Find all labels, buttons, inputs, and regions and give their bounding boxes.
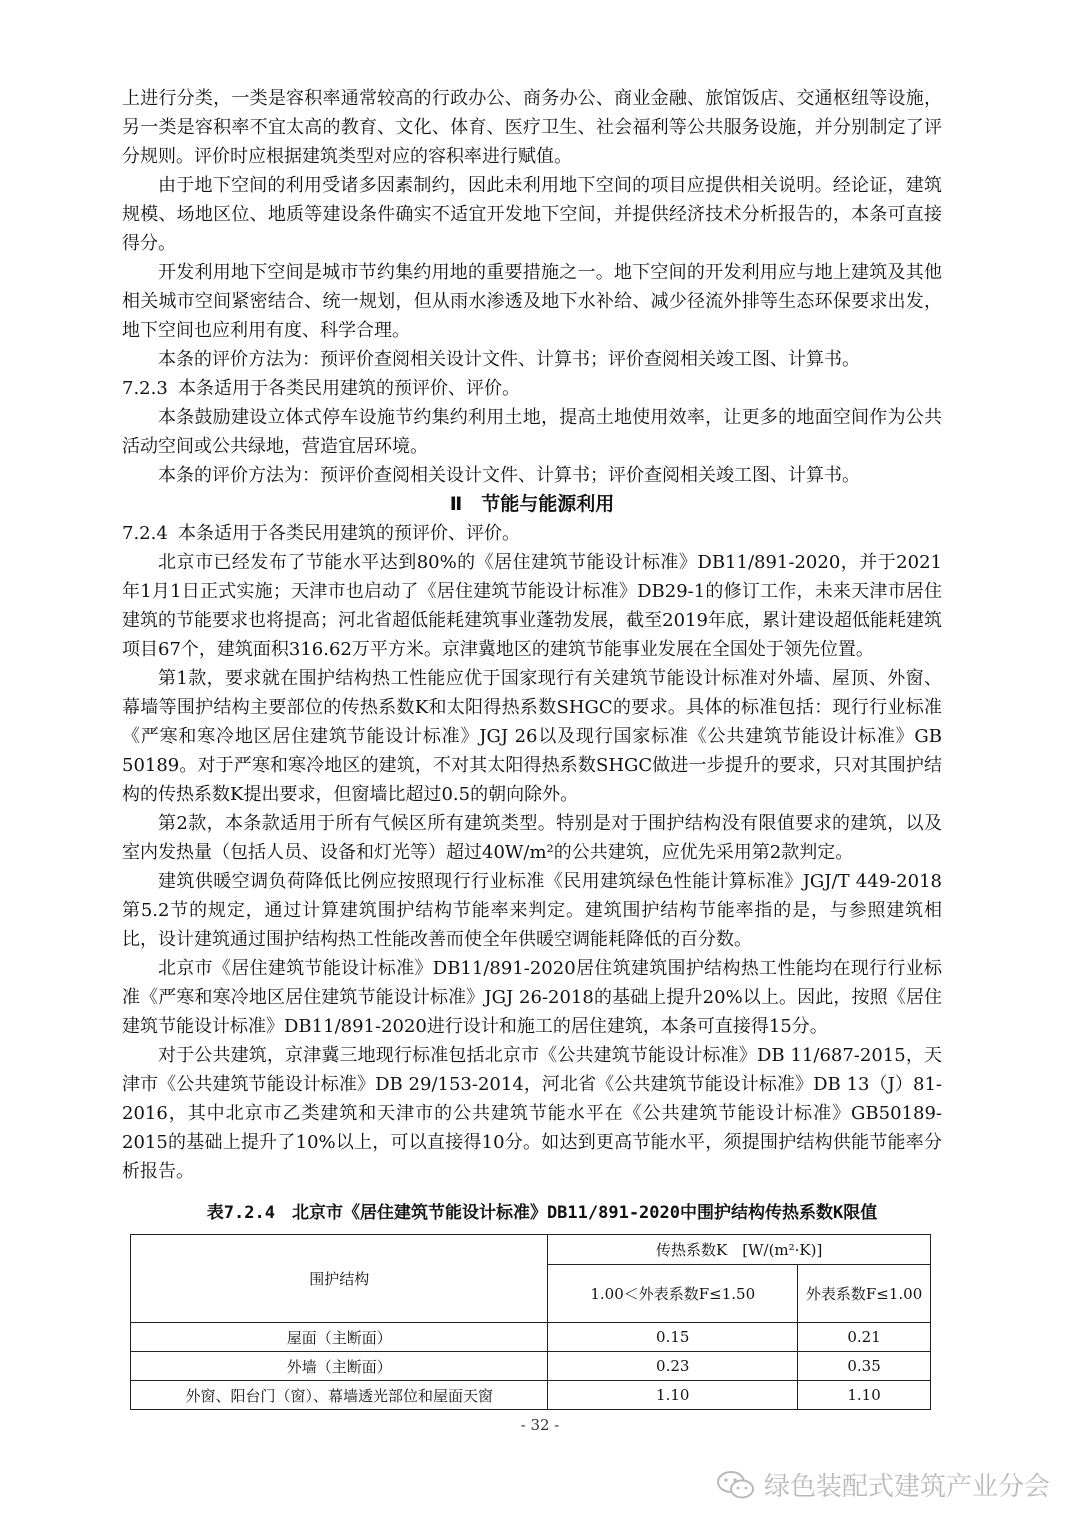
paragraph: 本条鼓励建设立体式停车设施节约集约利用土地，提高土地使用效率，让更多的地面空间作为公共活动空间或公共绿地，营造宜居环境。	[122, 407, 942, 457]
clause-number: 7.2.3	[122, 378, 168, 399]
wechat-icon	[716, 1469, 756, 1501]
header-structure: 围护结构	[131, 1235, 548, 1323]
paragraph: 建筑供暖空调负荷降低比例应按照现行行业标准《民用建筑绿色性能计算标准》JGJ/T 449-2018第5.2节的规定，通过计算建筑围护结构节能率来判定。建筑围护结构节能率指的是，与参照建筑相比，设计建筑通过围护结构热工性能改善而使全年供暖空调能耗降低的百分数。	[122, 871, 942, 950]
table-header-row	[131, 1235, 931, 1265]
row-value-2: 1.10	[798, 1381, 931, 1410]
row-value-1: 1.10	[548, 1381, 798, 1410]
clause-text: 本条适用于各类民用建筑的预评价、评价。	[178, 523, 520, 544]
section-heading: Ⅱ 节能与能源利用	[449, 493, 615, 515]
page-number: - 32 -	[520, 1416, 560, 1434]
clause-number: 7.2.4	[122, 523, 168, 544]
paragraph: 本条的评价方法为：预评价查阅相关设计文件、计算书；评价查阅相关竣工图、计算书。	[158, 465, 860, 486]
row-value-1: 0.23	[548, 1352, 798, 1381]
row-name: 屋面（主断面）	[131, 1323, 548, 1352]
table-row	[131, 1323, 931, 1352]
row-name: 外窗、阳台门（窗）、幕墙透光部位和屋面天窗	[131, 1381, 548, 1410]
body-text	[122, 84, 942, 1186]
paragraph: 由于地下空间的利用受诸多因素制约，因此未利用地下空间的项目应提供相关说明。经论证，建筑规模、场地区位、地质等建设条件确实不适宜开发地下空间，并提供经济技术分析报告的，本条可直接得分。	[122, 175, 942, 254]
header-k-group: 传热系数K [W/(m²·K)]	[548, 1235, 931, 1265]
clause-7-2-4	[122, 519, 942, 548]
watermark-text: 绿色装配式建筑产业分会	[763, 1472, 1050, 1502]
table-caption: 表7.2.4 北京市《居住建筑节能设计标准》DB11/891-2020中围护结构传热系数K限值	[206, 1203, 878, 1223]
paragraph: 北京市已经发布了节能水平达到80%的《居住建筑节能设计标准》DB11/891-2020，并于2021年1月1日正式实施；天津市也启动了《居住建筑节能设计标准》DB29-1的修订工作，未来天津市居住建筑的节能要求也将提高；河北省超低能耗建筑事业蓬勃发展，截至2019年底，累计建设超低能耗建筑项目67个，建筑面积316.62万平方米。京津冀地区的建筑节能事业发展在全国处于领先位置。	[122, 552, 942, 660]
table-row	[131, 1352, 931, 1381]
clause-7-2-3	[122, 374, 942, 403]
row-value-1: 0.15	[548, 1323, 798, 1352]
header-col-2: 外表系数F≤1.00	[798, 1265, 931, 1323]
header-col-1: 1.00＜外表系数F≤1.50	[548, 1265, 798, 1323]
row-name: 外墙（主断面）	[131, 1352, 548, 1381]
paragraph: 第2款，本条款适用于所有气候区所有建筑类型。特别是对于围护结构没有限值要求的建筑，以及室内发热量（包括人员、设备和灯光等）超过40W/m²的公共建筑，应优先采用第2款判定。	[122, 813, 942, 863]
paragraph: 开发利用地下空间是城市节约集约用地的重要措施之一。地下空间的开发利用应与地上建筑及其他相关城市空间紧密结合、统一规划，但从雨水渗透及地下水补给、减少径流外排等生态环保要求出发，地下空间也应利用有度、科学合理。	[122, 262, 942, 341]
paragraph: 第1款，要求就在围护结构热工性能应优于国家现行有关建筑节能设计标准对外墙、屋顶、外窗、幕墙等围护结构主要部位的传热系数K和太阳得热系数SHGC的要求。具体的标准包括：现行行业标准《严寒和寒冷地区居住建筑节能设计标准》JGJ 26以及现行国家标准《公共建筑节能设计标准》GB 50189。对于严寒和寒冷地区的建筑，不对其太阳得热系数SHGC做进一步提升的要求，只对其围护结构的传热系数K提出要求，但窗墙比超过0.5的朝向除外。	[122, 668, 942, 805]
row-value-2: 0.21	[798, 1323, 931, 1352]
k-limit-table	[130, 1234, 931, 1410]
paragraph: 北京市《居住建筑节能设计标准》DB11/891-2020居住筑建筑围护结构热工性能均在现行行业标准《严寒和寒冷地区居住建筑节能设计标准》JGJ 26-2018的基础上提升20%以上。因此，按照《居住建筑节能设计标准》DB11/891-2020进行设计和施工的居住建筑，本条可直接得15分。	[122, 958, 942, 1037]
clause-text: 本条适用于各类民用建筑的预评价、评价。	[178, 378, 520, 399]
paragraph: 对于公共建筑，京津冀三地现行标准包括北京市《公共建筑节能设计标准》DB 11/687-2015，天津市《公共建筑节能设计标准》DB 29/153-2014，河北省《公共建筑节能设计标准》DB 13（J）81-2016，其中北京市乙类建筑和天津市的公共建筑节能水平在《公共建筑节能设计标准》GB50189-2015的基础上提升了10%以上，可以直接得10分。如达到更高节能水平，须提围护结构供能节能率分析报告。	[122, 1045, 942, 1182]
paragraph: 本条的评价方法为：预评价查阅相关设计文件、计算书；评价查阅相关竣工图、计算书。	[158, 349, 860, 370]
table-row	[131, 1381, 931, 1410]
paragraph: 上进行分类，一类是容积率通常较高的行政办公、商务办公、商业金融、旅馆饭店、交通枢纽等设施，另一类是容积率不宜太高的教育、文化、体育、医疗卫生、社会福利等公共服务设施，并分别制定了评分规则。评价时应根据建筑类型对应的容积率进行赋值。	[122, 88, 942, 167]
watermark	[716, 1466, 1050, 1503]
row-value-2: 0.35	[798, 1352, 931, 1381]
